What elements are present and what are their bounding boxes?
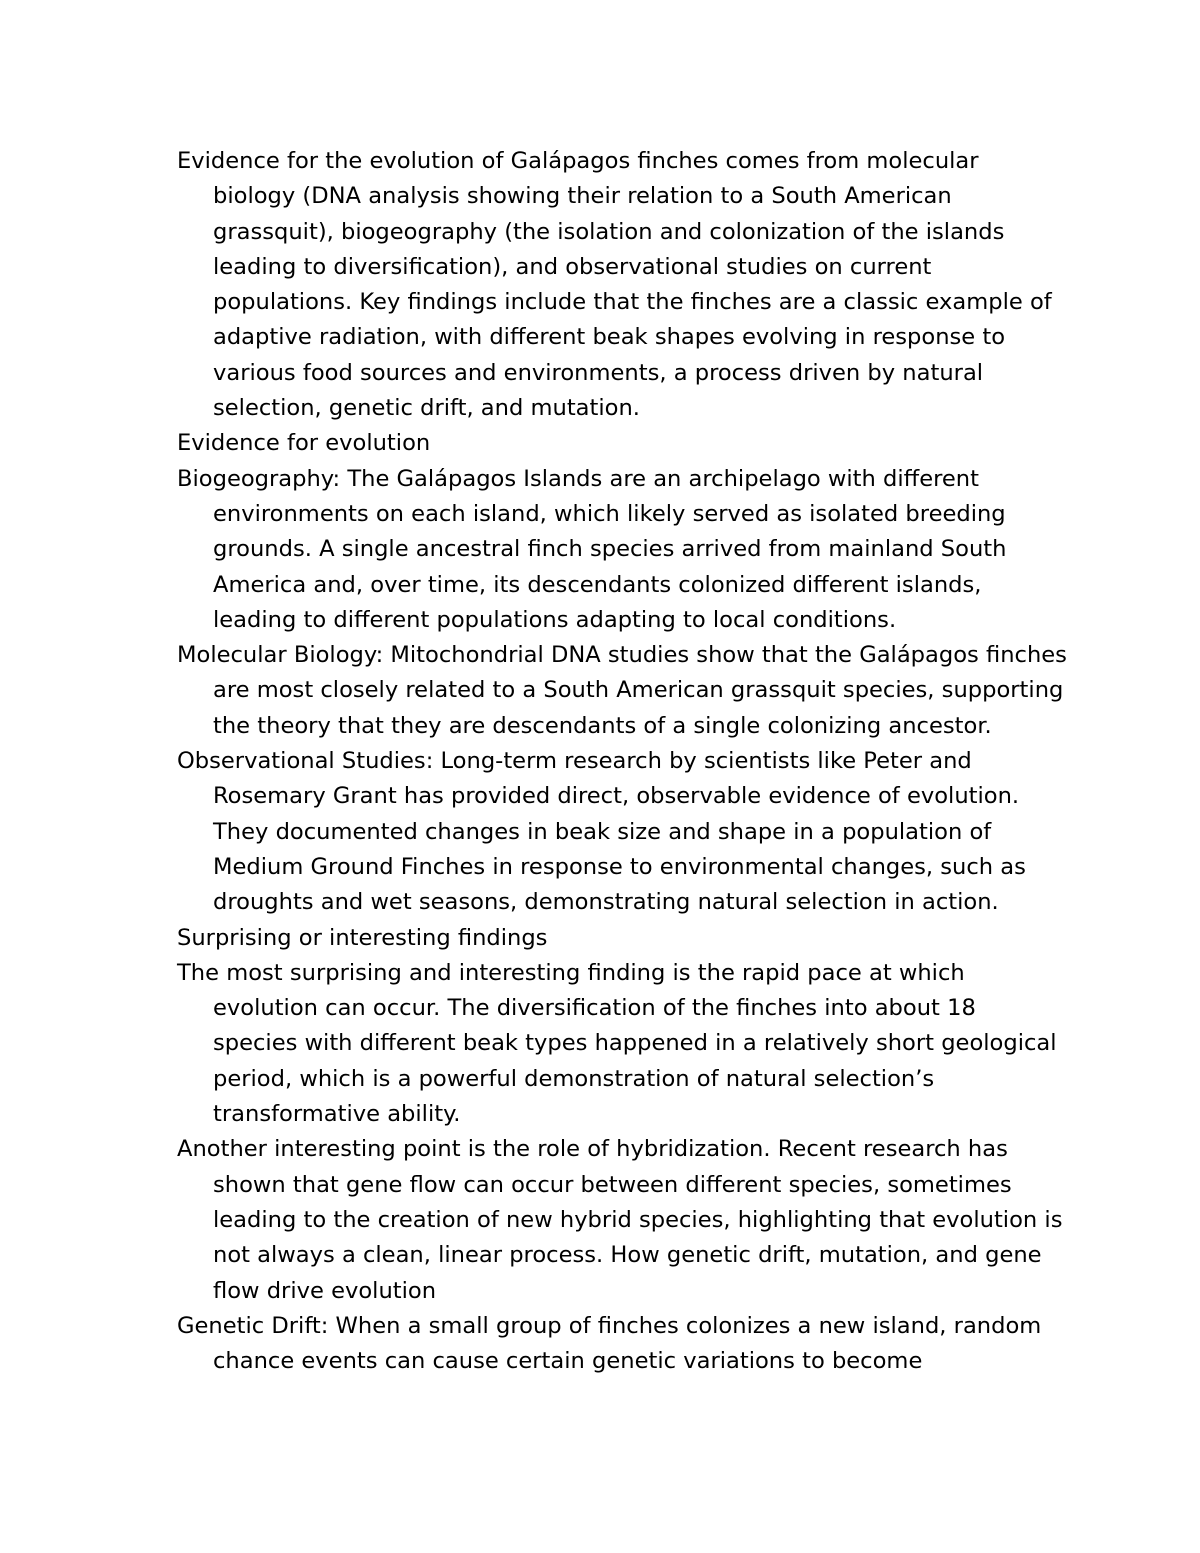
hybridization-paragraph: Another interesting point is the role of hybridization. Recent research has shown that gene flow can occur between different species, sometimes leading to the creation of new hybrid species, highlighting that evolution is not always a clean, linear process. How genetic drift, mutation, and gene flow drive evolution bbox=[177, 1136, 1063, 1304]
observational-studies-paragraph: Observational Studies: Long-term research by scientists like Peter and Rosemary Grant has provided direct, observable evidence of evolution. They documented changes in beak size and shape in a population of Medium Ground Finches in response to environmental changes, such as droughts and wet seasons, demonstrating natural selection in action. bbox=[177, 748, 1026, 916]
intro-paragraph: Evidence for the evolution of Galápagos finches comes from molecular biology (DNA analysis showing their relation to a South American grassquit), biogeography (the isolation and colonization of the islands leading to diversification), and observational studies on current populations. Key findings include that the finches are a classic example of adaptive radiation, with different beak shapes evolving in response to various food sources and environments, a process driven by natural selection, genetic drift, and mutation. bbox=[177, 148, 1052, 422]
genetic-drift-paragraph: Genetic Drift: When a small group of finches colonizes a new island, random chance events can cause certain genetic variations to become bbox=[177, 1312, 1042, 1375]
document-body bbox=[177, 144, 1067, 1379]
molecular-biology-paragraph: Molecular Biology: Mitochondrial DNA studies show that the Galápagos finches are most closely related to a South American grassquit species, supporting the theory that they are descendants of a single colonizing ancestor. bbox=[177, 642, 1067, 739]
biogeography-paragraph: Biogeography: The Galápagos Islands are an archipelago with different environments on each island, which likely served as isolated breeding grounds. A single ancestral finch species arrived from mainland South America and, over time, its descendants colonized different islands, leading to different populations adapting to local conditions. bbox=[177, 465, 1007, 633]
heading-surprising-findings: Surprising or interesting findings bbox=[177, 924, 548, 951]
heading-evidence-for-evolution: Evidence for evolution bbox=[177, 430, 431, 457]
rapid-pace-paragraph: The most surprising and interesting finding is the rapid pace at which evolution can occur. The diversification of the finches into about 18 species with different beak types happened in a relatively short geological period, which is a powerful demonstration of natural selection’s transformative ability. bbox=[177, 959, 1057, 1128]
